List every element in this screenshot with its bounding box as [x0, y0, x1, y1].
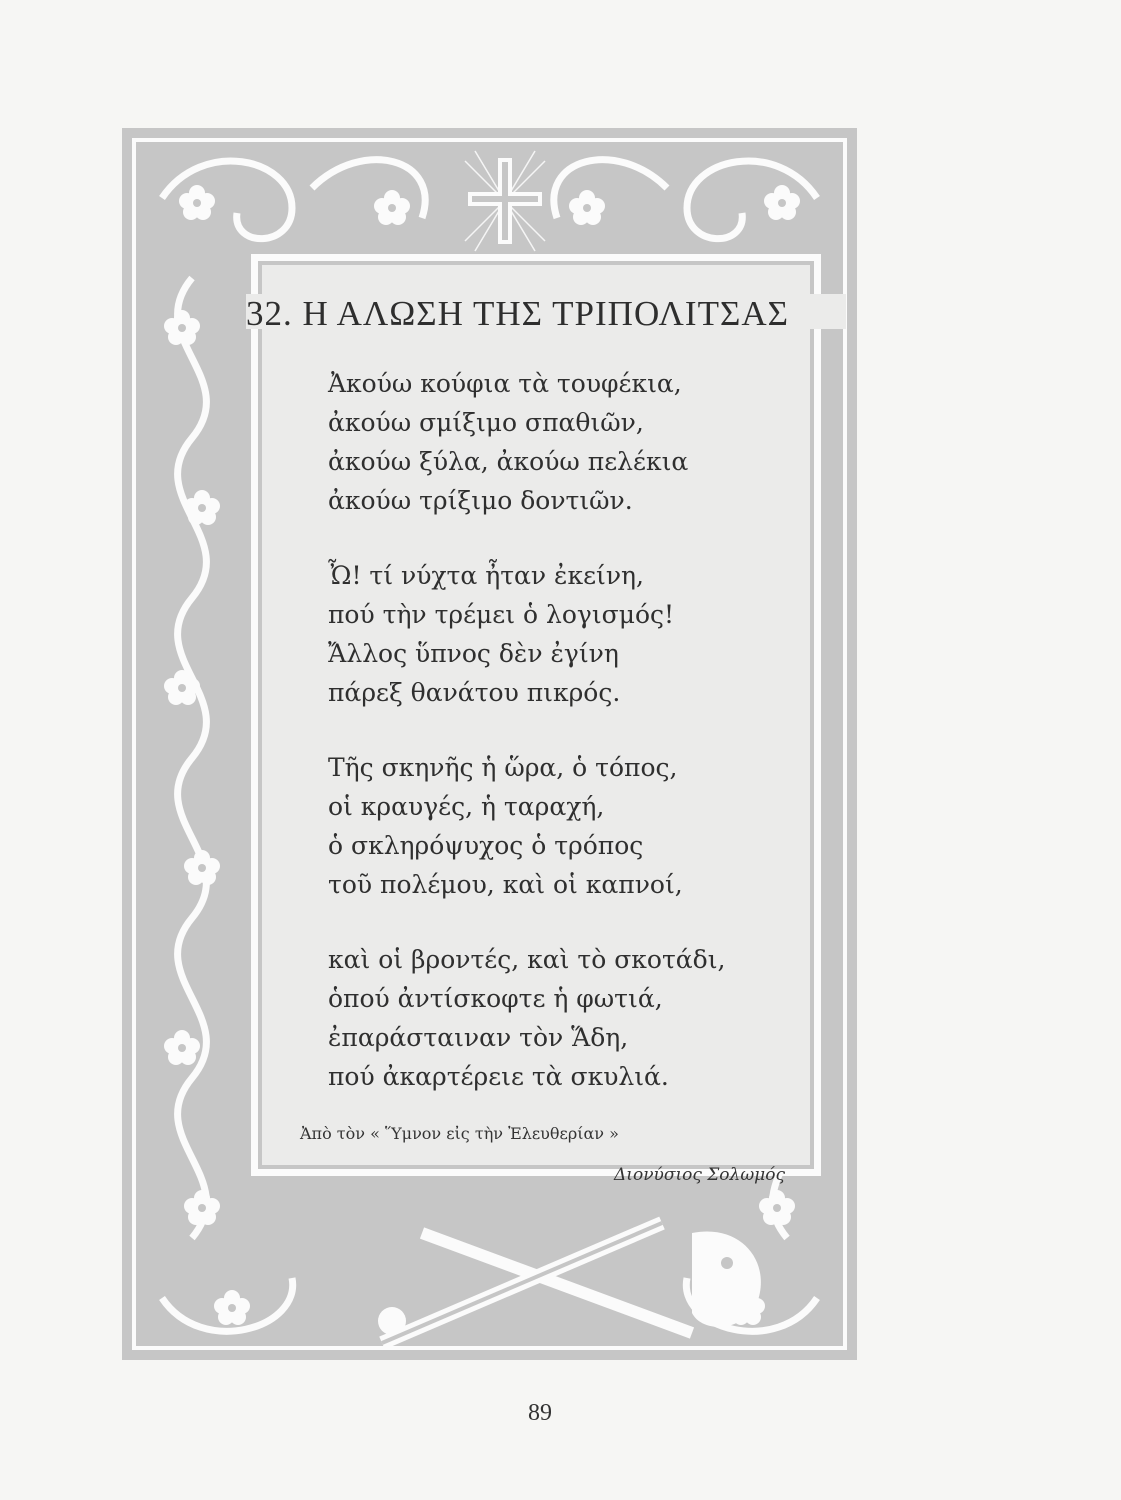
poem-line: ὁ σκληρόψυχος ὁ τρόπος — [328, 831, 644, 860]
poem-line: Ἄλλος ὕπνος δὲν ἐγίνη — [328, 639, 619, 668]
poem-line: Ὦ! τί νύχτα ἦταν ἐκείνη, — [328, 561, 644, 590]
poem-line: ἐπαράσταιναν τὸν Ἅδη, — [328, 1023, 629, 1052]
author-name: Διονύσιος Σολωμός — [614, 1165, 785, 1185]
stanza — [328, 940, 798, 1096]
stanza — [328, 748, 798, 904]
poem-line: καὶ οἱ βροντές, καὶ τὸ σκοτάδι, — [328, 945, 726, 974]
poem-line: πού τὴν τρέμει ὁ λογισμός! — [328, 600, 675, 629]
cross-icon — [460, 146, 550, 256]
crossed-swords-icon — [362, 1203, 782, 1353]
poem-line: ἀκούω σμίξιμο σπαθιῶν, — [328, 408, 644, 437]
source-citation: Ἀπὸ τὸν « Ὕμνον εἰς τὴν Ἐλευθερίαν » — [300, 1124, 619, 1143]
page-title: 32. Η ΑΛΩΣΗ ΤΗΣ ΤΡΙΠΟΛΙΤΣΑΣ — [246, 294, 846, 338]
poem-line: Ἀκούω κούφια τὰ τουφέκια, — [328, 369, 682, 398]
poem-line: οἱ κραυγές, ἡ ταραχή, — [328, 792, 605, 821]
poem-line: πάρεξ θανάτου πικρός. — [328, 678, 621, 707]
poem-line: Τῆς σκηνῆς ἡ ὥρα, ὁ τόπος, — [328, 753, 678, 782]
stanza — [328, 556, 798, 712]
stanza — [328, 364, 798, 520]
poem-body — [328, 364, 798, 1132]
poem-line: ἀκούω τρίξιμο δοντιῶν. — [328, 486, 633, 515]
poem-line: ὁπού ἀντίσκοφτε ἡ φωτιά, — [328, 984, 663, 1013]
page-number: 89 — [528, 1400, 552, 1426]
poem-line: τοῦ πολέμου, καὶ οἱ καπνοί, — [328, 870, 683, 899]
poem-line: πού ἀκαρτέρειε τὰ σκυλιά. — [328, 1062, 669, 1091]
poem-line: ἀκούω ξύλα, ἀκούω πελέκια — [328, 447, 689, 476]
dragon-icon — [692, 1231, 761, 1326]
